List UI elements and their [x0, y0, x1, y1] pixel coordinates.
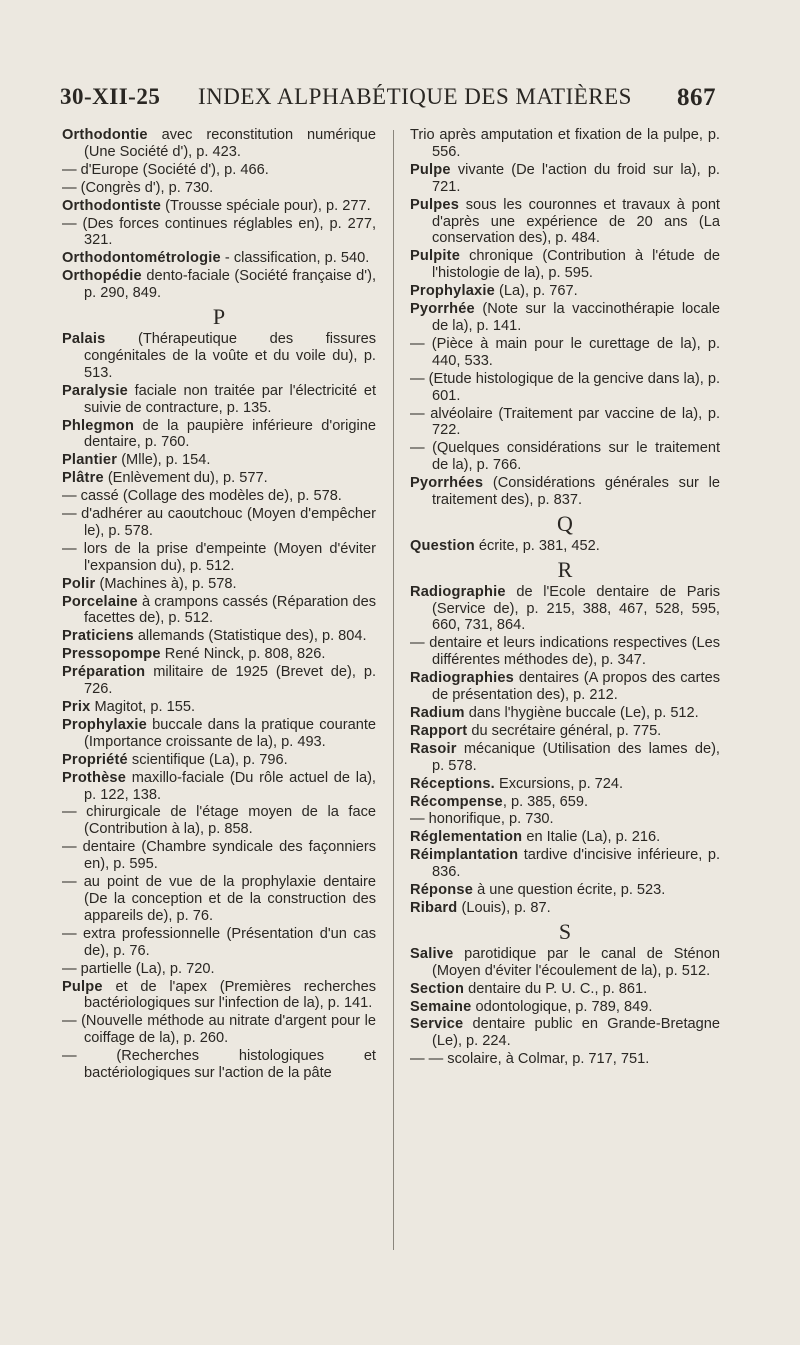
index-entry [62, 383, 376, 417]
index-subentry [62, 1013, 376, 1047]
entry-text: maxillo-faciale (Du rôle actuel de la), p. 122, 138. [84, 769, 376, 803]
index-subentry [410, 336, 720, 370]
index-subentry [62, 961, 376, 978]
section-letter: P [212, 304, 226, 330]
entry-text: dans l'hygiène buccale (Le), p. 512. [464, 705, 699, 721]
entry-text: faciale non traitée par l'électricité et suivie de contracture, p. 135. [84, 382, 376, 416]
index-entry [62, 418, 376, 452]
entry-heading: Pressopompe [62, 646, 161, 663]
index-subentry [410, 406, 720, 440]
left-column [62, 127, 376, 1083]
entry-text: — d'Europe (Société d'), p. 466. [62, 161, 269, 178]
index-subentry [62, 180, 376, 197]
index-entry [410, 301, 720, 335]
index-entry [62, 699, 376, 716]
entry-text: dento-faciale (Société française d'), p. 290, 849. [84, 268, 376, 302]
index-entry [410, 741, 720, 775]
index-entry [62, 576, 376, 593]
entry-heading: Réceptions. [410, 775, 495, 792]
entry-text: en Italie (La), p. 216. [522, 829, 661, 846]
entry-text: dentaire public en Grande-Bretagne (Le), p. 224. [432, 1016, 720, 1050]
entry-text: chronique (Contribution à l'étude de l'histologie de la), p. 595. [432, 248, 720, 282]
right-column [410, 127, 720, 1069]
entry-text: — dentaire (Chambre syndicale des façonniers en), p. 595. [62, 839, 376, 873]
entry-text: à une question écrite, p. 523. [473, 882, 666, 899]
index-subentry [62, 541, 376, 575]
entry-text: (Machines à), p. 578. [95, 575, 237, 592]
entry-heading: Radium [410, 705, 465, 721]
index-entry [410, 794, 720, 811]
entry-text: parotidique par le canal de Sténon (Moyen d'éviter l'écoulement de la), p. 512. [432, 945, 720, 979]
index-entry [410, 475, 720, 509]
entry-text: Excursions, p. 724. [494, 775, 624, 792]
entry-heading: Radiographie [410, 583, 506, 600]
index-entry [62, 664, 376, 698]
entry-heading: Question [410, 537, 475, 554]
index-entry [410, 197, 720, 248]
index-entry [62, 198, 376, 215]
entry-text: — (Nouvelle méthode au nitrate d'argent pour le coiffage de la), p. 260. [62, 1013, 376, 1047]
entry-text: à crampons cassés (Réparation des facettes de), p. 512. [84, 593, 376, 627]
entry-text: — (Quelques considérations sur le traitement de la), p. 766. [410, 440, 720, 474]
index-entry [62, 752, 376, 769]
entry-text: — alvéolaire (Traitement par vaccine de la), p. 722. [410, 405, 720, 439]
entry-text: , p. 385, 659. [502, 793, 589, 810]
entry-text: dentaires (A propos des cartes de présentation des), p. 212. [432, 670, 720, 704]
entry-text: — partielle (La), p. 720. [62, 960, 215, 977]
entry-heading: Propriété [62, 751, 128, 768]
entry-heading: Salive [410, 945, 454, 962]
index-subentry [410, 635, 720, 669]
entry-heading: Pulpe [410, 161, 451, 178]
index-entry [410, 776, 720, 793]
index-subentry [62, 216, 376, 250]
entry-heading: Paralysie [62, 382, 128, 399]
entry-text: — — scolaire, à Colmar, p. 717, 751. [410, 1051, 650, 1068]
entry-text: buccale dans la pratique courante (Importance croissante de la), p. 493. [84, 716, 376, 750]
entry-text: mécanique (Utilisation des lames de), p. 578. [432, 740, 720, 774]
entry-text: dentaire du P. U. C., p. 861. [464, 980, 648, 997]
entry-heading: Orthodontie [62, 127, 148, 143]
entry-heading: Orthodontométrologie [62, 250, 221, 267]
index-entry [62, 628, 376, 645]
section-letter: R [557, 556, 573, 582]
index-entry [410, 538, 720, 555]
entry-heading: Praticiens [62, 628, 134, 645]
entry-text: sous les couronnes et travaux à pont d'après une expérience de 20 ans (La conservation des), p. 484. [432, 196, 720, 247]
index-entry [62, 646, 376, 663]
entry-heading: Porcelaine [62, 593, 138, 610]
index-subentry [62, 1048, 376, 1082]
index-entry [410, 283, 720, 300]
entry-text: Trio après amputation et fixation de la pulpe, p. 556. [410, 127, 720, 160]
index-entry [410, 882, 720, 899]
entry-text: du secrétaire général, p. 775. [467, 722, 662, 739]
entry-text: (Thérapeutique des fissures congénitales de la voûte et du voile du), p. 513. [84, 330, 376, 381]
index-entry [410, 1016, 720, 1050]
entry-text: et de l'apex (Premières recherches bactériologiques sur l'infection de la), p. 141. [84, 978, 376, 1012]
entry-text: allemands (Statistique des), p. 804. [133, 628, 367, 645]
index-entry [410, 946, 720, 980]
entry-text: René Ninck, p. 808, 826. [160, 646, 326, 663]
entry-heading: Ribard [410, 899, 458, 916]
entry-heading: Orthopédie [62, 268, 142, 285]
index-entry [410, 584, 720, 635]
section-letter: Q [557, 510, 573, 536]
entry-text: - classification, p. 540. [220, 250, 370, 267]
entry-heading: Réimplantation [410, 847, 519, 864]
entry-heading: Prothèse [62, 769, 127, 786]
entry-text: vivante (De l'action du froid sur la), p. 721. [432, 161, 720, 195]
entry-heading: Pyorrhée [410, 301, 475, 318]
entry-heading: Réglementation [410, 829, 523, 846]
entry-text: scientifique (La), p. 796. [127, 751, 288, 768]
page-header [60, 84, 716, 118]
entry-heading: Prophylaxie [410, 283, 495, 300]
index-subentry [62, 506, 376, 540]
page-number: 867 [677, 84, 716, 111]
index-entry [410, 847, 720, 881]
entry-text: — au point de vue de la prophylaxie dentaire (De la conception et de la construction des appareils de), p. 76. [62, 874, 376, 924]
entry-text: — (Des forces continues réglables en), p. 277, 321. [62, 215, 376, 249]
header-title: INDEX ALPHABÉTIQUE DES MATIÈRES [198, 84, 632, 109]
index-entry [62, 452, 376, 469]
entry-text: (Louis), p. 87. [457, 899, 551, 916]
entry-heading: Pulpite [410, 248, 461, 265]
entry-heading: Palais [62, 330, 106, 347]
index-entry [62, 127, 376, 161]
column-divider [393, 130, 394, 1250]
index-entry [410, 999, 720, 1016]
entry-heading: Radiographies [410, 670, 514, 687]
entry-text: Magitot, p. 155. [90, 699, 196, 715]
entry-text: — (Congrès d'), p. 730. [62, 179, 214, 196]
index-subentry [62, 839, 376, 873]
entry-heading: Récompense [410, 793, 503, 810]
index-entry [410, 162, 720, 196]
index-subentry [62, 804, 376, 838]
entry-text: — (Recherches histologiques et bactériologiques sur l'action de la pâte [62, 1048, 376, 1082]
index-subentry [62, 874, 376, 925]
entry-text: — extra professionnelle (Présentation d'un cas de), p. 76. [62, 925, 376, 959]
index-subentry [410, 371, 720, 405]
entry-text: de la paupière inférieure d'origine dentaire, p. 760. [84, 417, 376, 451]
index-entry [410, 670, 720, 704]
index-subentry [62, 926, 376, 960]
entry-text: — chirurgicale de l'étage moyen de la face (Contribution à la), p. 858. [62, 804, 376, 838]
entry-text: de l'Ecole dentaire de Paris (Service de), p. 215, 388, 467, 528, 595, 660, 731, 864. [432, 583, 720, 634]
entry-text: (Trousse spéciale pour), p. 277. [161, 197, 371, 214]
index-entry [62, 268, 376, 302]
entry-text: odontologique, p. 789, 849. [471, 998, 653, 1015]
entry-text: (La), p. 767. [494, 283, 578, 300]
index-subentry [62, 488, 376, 505]
entry-heading: Phlegmon [62, 417, 135, 434]
entry-heading: Prix [62, 699, 91, 715]
entry-text: — dentaire et leurs indications respectives (Les différentes méthodes de), p. 347. [410, 635, 720, 669]
entry-text: écrite, p. 381, 452. [474, 537, 600, 554]
entry-text: (Enlèvement du), p. 577. [103, 470, 268, 487]
index-subentry [410, 811, 720, 828]
index-entry [410, 248, 720, 282]
entry-text: — (Etude histologique de la gencive dans la), p. 601. [410, 370, 720, 404]
index-entry [62, 594, 376, 628]
index-subentry [62, 162, 376, 179]
entry-text: tardive d'incisive inférieure, p. 836. [432, 847, 720, 881]
entry-text: — d'adhérer au caoutchouc (Moyen d'empêcher le), p. 578. [62, 506, 376, 539]
entry-heading: Réponse [410, 882, 474, 899]
index-entry [410, 829, 720, 846]
index-entry [62, 331, 376, 382]
entry-text: militaire de 1925 (Brevet de), p. 726. [84, 664, 376, 698]
entry-heading: Prophylaxie [62, 716, 147, 733]
index-entry [410, 127, 720, 161]
entry-heading: Pyorrhées [410, 475, 484, 492]
entry-heading: Plâtre [62, 470, 104, 487]
index-entry [62, 979, 376, 1013]
index-subentry [410, 440, 720, 474]
entry-text: — lors de la prise d'empeinte (Moyen d'éviter l'expansion du), p. 512. [62, 540, 376, 574]
entry-heading: Rapport [410, 722, 468, 739]
index-subentry [410, 1051, 720, 1068]
header-date: 30-XII-25 [60, 84, 161, 109]
entry-heading: Plantier [62, 452, 118, 469]
index-entry [410, 900, 720, 917]
index-entry [410, 705, 720, 722]
entry-text: — honorifique, p. 730. [410, 811, 554, 828]
entry-heading: Pulpes [410, 196, 460, 213]
entry-heading: Orthodontiste [62, 197, 162, 214]
index-entry [410, 723, 720, 740]
entry-heading: Service [410, 1016, 464, 1033]
entry-text: (Considérations générales sur le traitement des), p. 837. [432, 475, 720, 509]
entry-heading: Préparation [62, 664, 146, 681]
index-entry [410, 981, 720, 998]
entry-text: — cassé (Collage des modèles de), p. 578. [62, 488, 342, 505]
index-entry [62, 717, 376, 751]
entry-text: avec reconstitution numérique (Une Société d'), p. 423. [84, 127, 376, 160]
entry-text: (Mlle), p. 154. [117, 452, 211, 469]
entry-text: — (Pièce à main pour le curettage de la), p. 440, 533. [410, 335, 720, 369]
index-entry [62, 470, 376, 487]
entry-heading: Polir [62, 575, 96, 592]
section-letter: S [558, 918, 572, 944]
entry-heading: Section [410, 980, 465, 997]
entry-heading: Semaine [410, 998, 472, 1015]
entry-text: (Note sur la vaccinothérapie locale de la), p. 141. [432, 301, 720, 334]
index-entry [62, 250, 376, 267]
entry-heading: Rasoir [410, 740, 457, 757]
index-entry [62, 770, 376, 804]
entry-heading: Pulpe [62, 978, 103, 995]
